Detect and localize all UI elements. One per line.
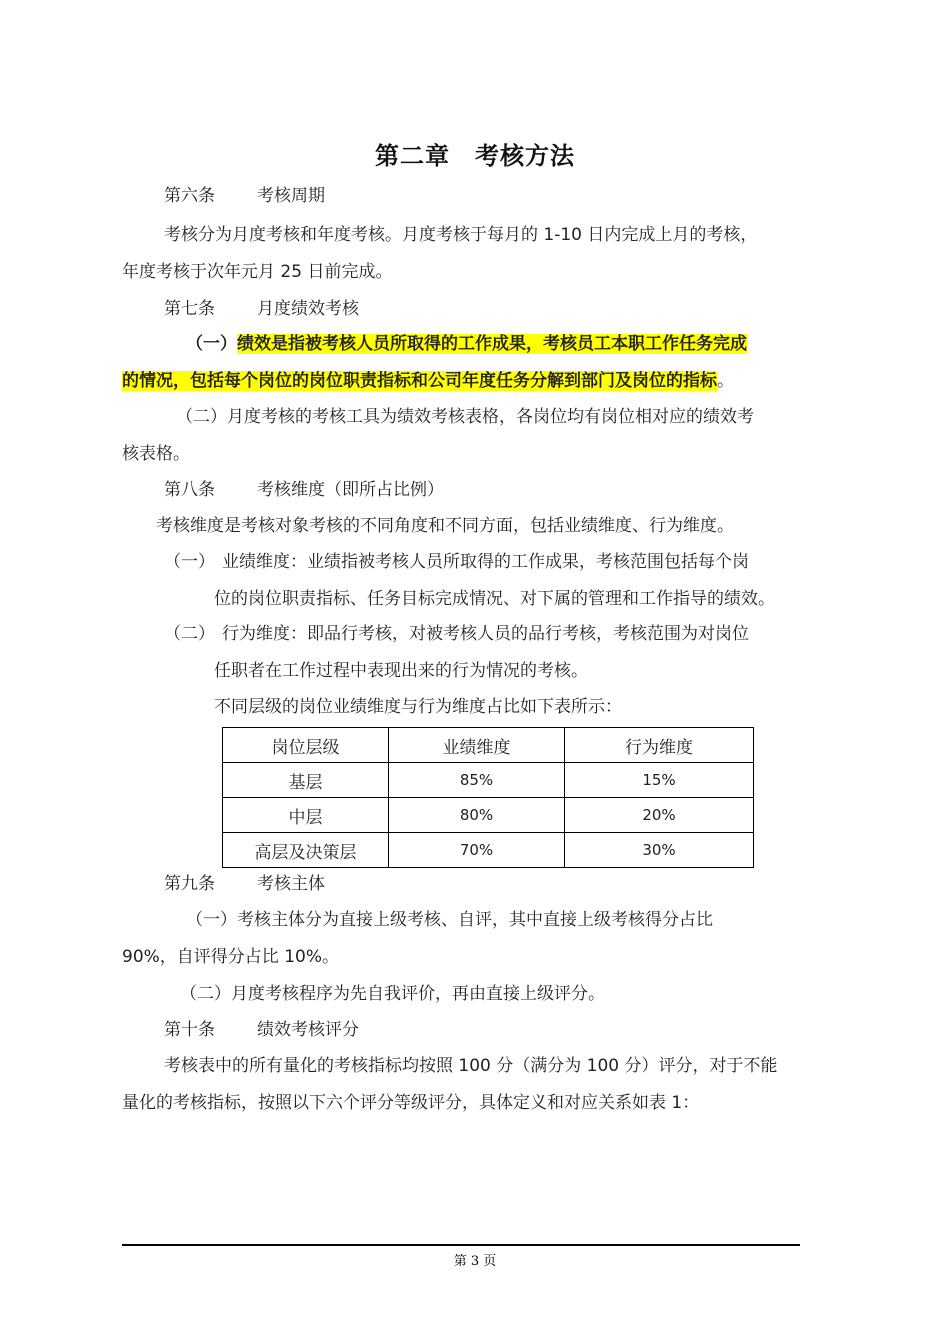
article-7-item-2-line-2: 核表格。 — [122, 444, 190, 464]
ratio-table — [222, 727, 754, 868]
article-10-number: 第十条 — [164, 1020, 215, 1040]
article-8-intro: 考核维度是考核对象考核的不同角度和不同方面，包括业绩维度、行为维度。 — [156, 516, 734, 536]
article-10-paragraph-line-2: 量化的考核指标，按照以下六个评分等级评分，具体定义和对应关系如表 1： — [122, 1093, 700, 1113]
table-cell: 70% — [389, 833, 565, 868]
article-9-name: 考核主体 — [257, 874, 325, 894]
table-row — [223, 763, 754, 798]
table-row — [223, 798, 754, 833]
table-cell: 高层及决策层 — [223, 833, 389, 868]
article-8-item-1-line-1: 业绩维度：业绩指被考核人员所取得的工作成果，考核范围包括每个岗 — [222, 552, 749, 572]
article-9-number: 第九条 — [164, 874, 215, 894]
article-7-item-1-marker: （一） — [186, 334, 237, 354]
article-8-item-2-line-2: 任职者在工作过程中表现出来的行为情况的考核。 — [214, 661, 588, 681]
article-6-heading — [164, 184, 325, 208]
article-7-item-1-line-1 — [186, 332, 747, 356]
chapter-title: 第二章 考核方法 — [375, 142, 575, 170]
article-7-item-1-line-2 — [122, 369, 734, 393]
table-cell: 基层 — [223, 763, 389, 798]
article-9-item-1-line-2: 90%，自评得分占比 10%。 — [122, 947, 339, 967]
article-6-paragraph-line-1: 考核分为月度考核和年度考核。月度考核于每月的 1-10 日内完成上月的考核， — [164, 225, 758, 245]
table-cell: 80% — [389, 798, 565, 833]
article-10-heading — [164, 1018, 359, 1042]
table-cell: 中层 — [223, 798, 389, 833]
article-8-item-1-line-2: 位的岗位职责指标、任务目标完成情况、对下属的管理和工作指导的绩效。 — [214, 589, 775, 609]
article-8-item-2-line-1: 行为维度：即品行考核，对被考核人员的品行考核，考核范围为对岗位 — [222, 624, 749, 644]
table-cell: 30% — [565, 833, 754, 868]
article-7-item-1-highlight-2: 的情况，包括每个岗位的岗位职责指标和公司年度任务分解到部门及岗位的指标 — [122, 371, 717, 391]
article-8-heading — [164, 478, 444, 502]
table-cell: 20% — [565, 798, 754, 833]
article-9-item-1-line-1: （一）考核主体分为直接上级考核、自评，其中直接上级考核得分占比 — [186, 910, 713, 930]
article-10-paragraph-line-1: 考核表中的所有量化的考核指标均按照 100 分（满分为 100 分）评分，对于不能 — [164, 1056, 778, 1076]
footer-rule — [122, 1244, 800, 1246]
article-7-item-2-line-1: （二）月度考核的考核工具为绩效考核表格，各岗位均有岗位相对应的绩效考 — [176, 407, 754, 427]
table-cell: 15% — [565, 763, 754, 798]
table-header-row — [223, 728, 754, 763]
article-6-paragraph-line-2: 年度考核于次年元月 25 日前完成。 — [122, 262, 393, 282]
table-cell: 85% — [389, 763, 565, 798]
article-7-item-1-highlight-1: 绩效是指被考核人员所取得的工作成果，考核员工本职工作任务完成 — [237, 334, 747, 354]
article-9-heading — [164, 872, 325, 896]
table-header-cell: 业绩维度 — [389, 728, 565, 763]
article-7-number: 第七条 — [164, 299, 215, 319]
article-6-name: 考核周期 — [257, 186, 325, 206]
article-7-heading — [164, 297, 359, 321]
article-8-number: 第八条 — [164, 480, 215, 500]
article-7-item-1-end: 。 — [717, 371, 734, 391]
page-number: 第 3 页 — [453, 1254, 497, 1269]
article-7-name: 月度绩效考核 — [257, 299, 359, 319]
article-10-name: 绩效考核评分 — [257, 1020, 359, 1040]
article-8-item-1-marker: （一） — [164, 552, 215, 572]
table-header-cell: 岗位层级 — [223, 728, 389, 763]
article-8-name: 考核维度（即所占比例） — [257, 480, 444, 500]
article-9-item-2: （二）月度考核程序为先自我评价，再由直接上级评分。 — [180, 984, 605, 1004]
article-6-number: 第六条 — [164, 186, 215, 206]
table-row — [223, 833, 754, 868]
table-header-cell: 行为维度 — [565, 728, 754, 763]
table-intro: 不同层级的岗位业绩维度与行为维度占比如下表所示： — [214, 697, 622, 717]
article-8-item-2-marker: （二） — [164, 624, 215, 644]
